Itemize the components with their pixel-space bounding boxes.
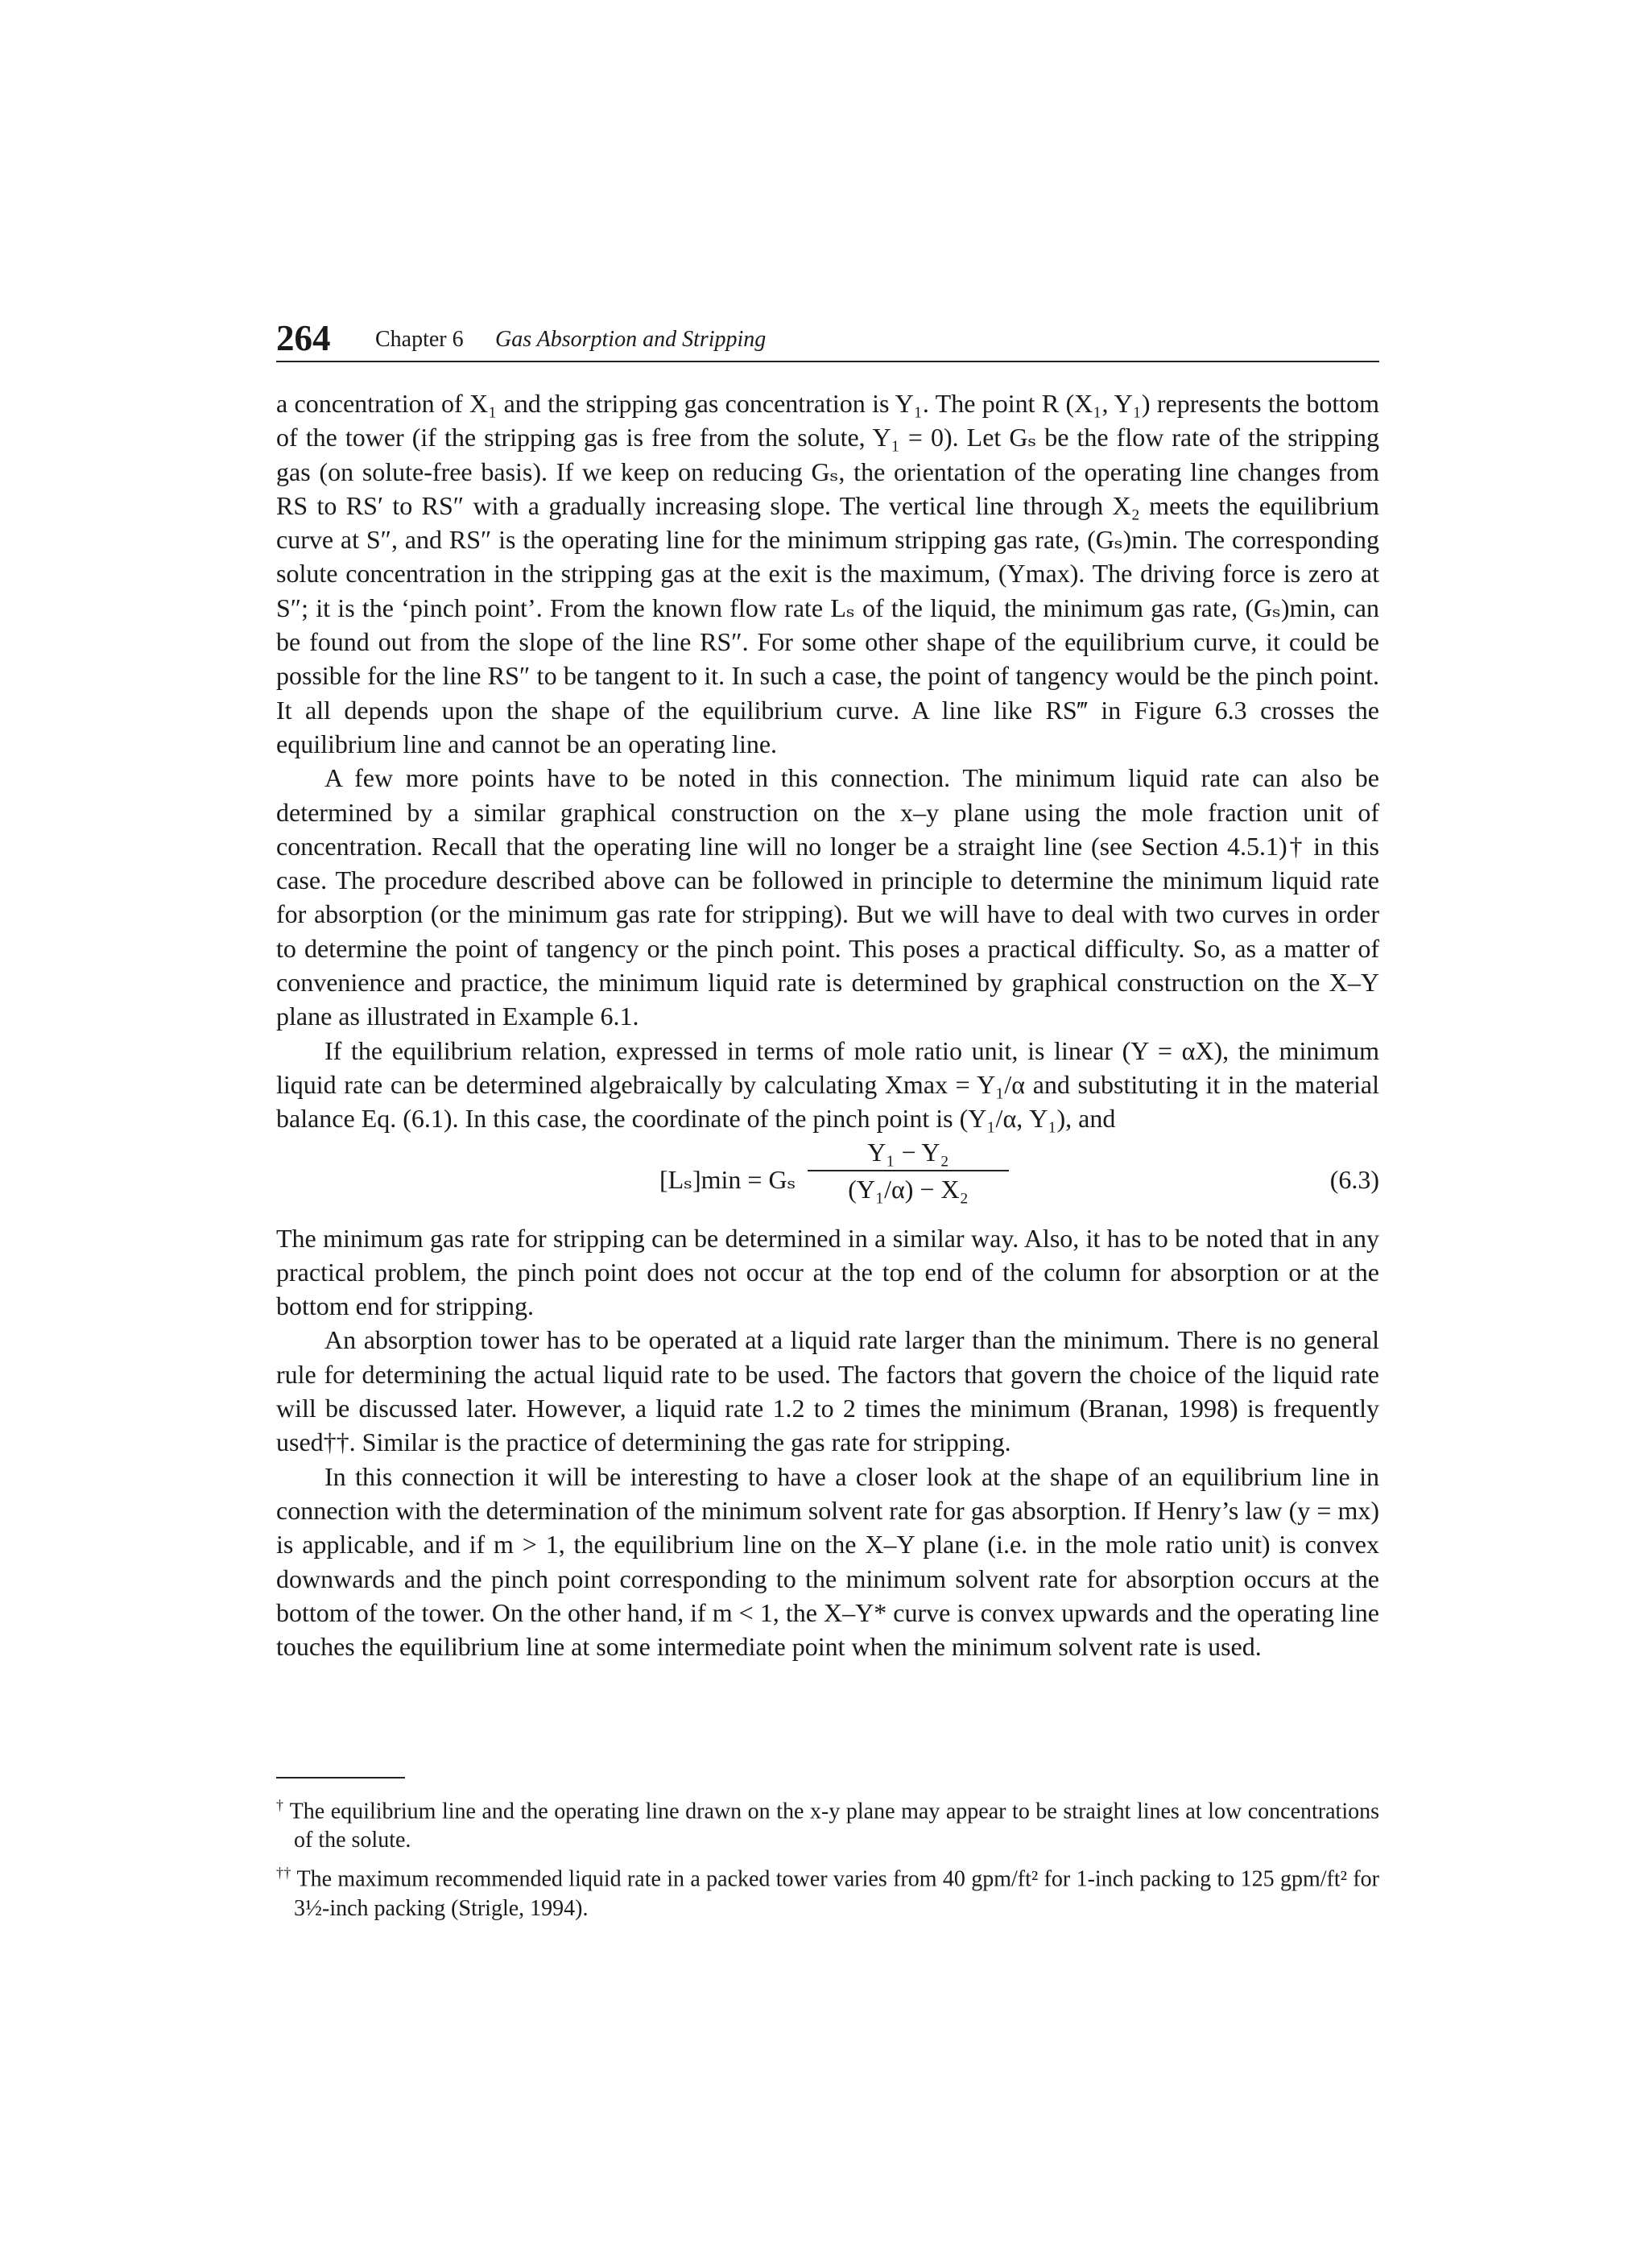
chapter-label: Chapter 6 — [375, 327, 464, 352]
footnote-divider — [276, 1777, 405, 1778]
running-header — [276, 316, 1379, 362]
equation-denominator: (Y₁/α) − X₂ — [848, 1174, 969, 1204]
footnote-2-text: The maximum recommended liquid rate in a packed tower varies from 40 gpm/ft² for 1-inch packing to 125 gpm/ft² for 3½-inch packing (Strigle, 1994). — [294, 1866, 1379, 1921]
equation-number: (6.3) — [1329, 1164, 1379, 1194]
body-text — [276, 386, 1379, 1663]
equation-fraction — [808, 1136, 1009, 1205]
page-number: 264 — [276, 318, 331, 358]
equation-6-3 — [276, 1136, 1379, 1221]
footnote-2 — [276, 1858, 1379, 1923]
footnote-1 — [276, 1791, 1379, 1855]
footnotes — [276, 1791, 1379, 1927]
paragraph-2: A few more points have to be noted in this connection. The minimum liquid rate can also be determined by a similar graphical construction on the x–y plane using the mole fraction unit of concentration. Recall that the operating line will no longer be a straight line (see Section 4.5.1)† in this case. The procedure described above can be followed in principle to determine the minimum liquid rate for absorption (or the minimum gas rate for stripping). But we will have to deal with two curves in order to determine the point of tangency or the pinch point. This poses a practical difficulty. So, as a matter of convenience and practice, the minimum liquid rate is determined by graphical construction on the X–Y plane as illustrated in Example 6.1. — [276, 763, 1379, 1031]
paragraph-5: An absorption tower has to be operated at a liquid rate larger than the minimum. There is no general rule for determining the actual liquid rate to be used. The factors that govern the choice of the liquid rate will be discussed later. However, a liquid rate 1.2 to 2 times the minimum (Branan, 1998) is frequently used††. Similar is the practice of determining the gas rate for stripping. — [276, 1325, 1379, 1457]
chapter-title: Gas Absorption and Stripping — [495, 327, 767, 352]
paragraph-6: In this connection it will be interesting to have a closer look at the shape of an equilibrium line in connection with the determination of the minimum solvent rate for gas absorption. If Henry’s law (y = mx) is applicable, and if m > 1, the equilibrium line on the X–Y plane (i.e. in the mole ratio unit) is convex downwards and the pinch point corresponding to the minimum solvent rate for absorption occurs at the bottom of the tower. On the other hand, if m < 1, the X–Y* curve is convex upwards and the operating line touches the equilibrium line at some intermediate point when the minimum solvent rate is used. — [276, 1461, 1379, 1662]
footnote-2-mark: †† — [276, 1865, 291, 1882]
footnote-1-text: The equilibrium line and the operating line drawn on the x-y plane may appear to be straight lines at low concentrations of the solute. — [289, 1799, 1380, 1853]
paragraph-1: a concentration of X₁ and the stripping gas concentration is Y₁. The point R (X₁, Y₁) represents the bottom of the tower (if the stripping gas is free from the solute, Y₁ = 0). Let Gₛ be the flow rate of the stripping gas (on solute-free basis). If we keep on reducing Gₛ, the orientation of the operating line changes from RS to RS′ to RS″ with a gradually increasing slope. The vertical line through X₂ meets the equilibrium curve at S″, and RS″ is the operating line for the minimum stripping gas rate, (Gₛ)min. The corresponding solute concentration in the stripping gas at the exit is the maximum, (Ymax). The driving force is zero at S″; it is the ‘pinch point’. From the known flow rate Lₛ of the liquid, the minimum gas rate, (Gₛ)min, can be found out from the slope of the line RS″. For some other shape of the equilibrium curve, it could be possible for the line RS″ to be tangent to it. In such a case, the point of tangency would be the pinch point. It all depends upon the shape of the equilibrium curve. A line like RS‴ in Figure 6.3 crosses the equilibrium line and cannot be an operating line. — [276, 389, 1380, 758]
equation-lhs: [Lₛ]min = Gₛ — [659, 1164, 796, 1194]
paragraph-4: The minimum gas rate for stripping can be determined in a similar way. Also, it has to be noted that in any practical problem, the pinch point does not occur at the top end of the column for absorption or at the bottom end for stripping. — [276, 1223, 1379, 1321]
paragraph-3: If the equilibrium relation, expressed in terms of mole ratio unit, is linear (Y = αX), the minimum liquid rate can be determined algebraically by calculating Xmax = Y₁/α and substituting it in the material balance Eq. (6.1). In this case, the coordinate of the pinch point is (Y₁/α, Y₁), and — [276, 1035, 1379, 1134]
equation-numerator: Y₁ − Y₂ — [808, 1136, 1009, 1171]
footnote-1-mark: † — [276, 1797, 284, 1813]
